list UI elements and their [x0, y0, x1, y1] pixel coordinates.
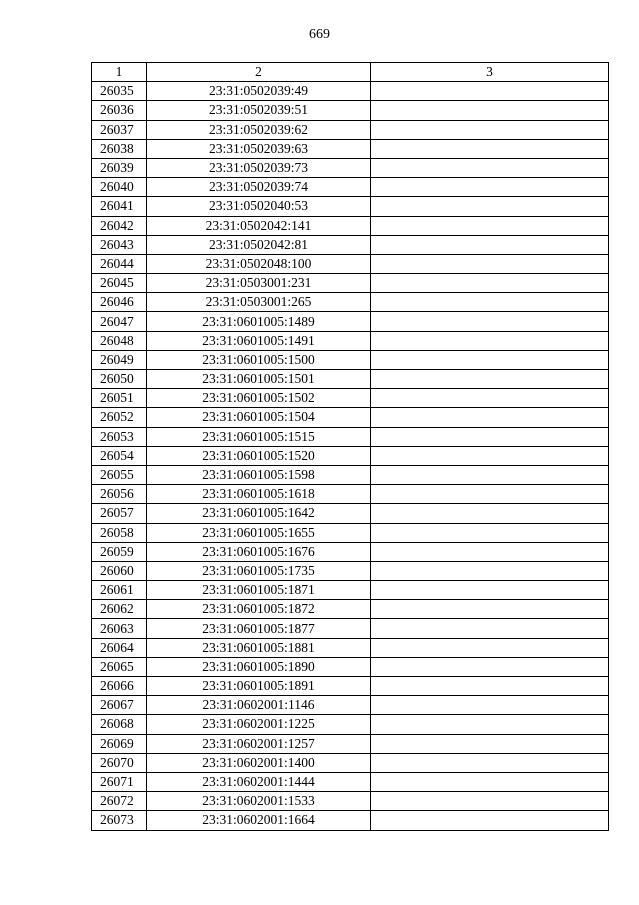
cadastral-number-cell: 23:31:0602001:1225: [147, 715, 371, 734]
table-row: [92, 734, 609, 753]
table-row: [92, 504, 609, 523]
table-row: [92, 792, 609, 811]
table-row: [92, 370, 609, 389]
cadastral-number-cell: 23:31:0503001:231: [147, 274, 371, 293]
row-number-cell: 26067: [92, 696, 147, 715]
row-number-cell: 26073: [92, 811, 147, 830]
table-row: [92, 772, 609, 791]
row-number-cell: 26072: [92, 792, 147, 811]
cadastral-number-cell: 23:31:0602001:1533: [147, 792, 371, 811]
note-cell: [371, 389, 609, 408]
note-cell: [371, 715, 609, 734]
note-cell: [371, 274, 609, 293]
cadastral-number-cell: 23:31:0601005:1491: [147, 331, 371, 350]
row-number-cell: 26039: [92, 158, 147, 177]
note-cell: [371, 734, 609, 753]
cadastral-number-cell: 23:31:0601005:1871: [147, 581, 371, 600]
cadastral-number-cell: 23:31:0601005:1504: [147, 408, 371, 427]
cadastral-number-cell: 23:31:0601005:1881: [147, 638, 371, 657]
note-cell: [371, 139, 609, 158]
table-row: [92, 312, 609, 331]
row-number-cell: 26036: [92, 101, 147, 120]
row-number-cell: 26064: [92, 638, 147, 657]
note-cell: [371, 657, 609, 676]
row-number-cell: 26069: [92, 734, 147, 753]
note-cell: [371, 216, 609, 235]
table-row: [92, 331, 609, 350]
cadastral-number-cell: 23:31:0601005:1618: [147, 485, 371, 504]
table-row: [92, 657, 609, 676]
row-number-cell: 26066: [92, 677, 147, 696]
note-cell: [371, 408, 609, 427]
table-row: [92, 677, 609, 696]
cadastral-number-cell: 23:31:0601005:1489: [147, 312, 371, 331]
table-row: [92, 696, 609, 715]
table-row: [92, 753, 609, 772]
row-number-cell: 26065: [92, 657, 147, 676]
cadastral-number-cell: 23:31:0601005:1676: [147, 542, 371, 561]
table-row: [92, 427, 609, 446]
row-number-cell: 26043: [92, 235, 147, 254]
cadastral-number-cell: 23:31:0502039:51: [147, 101, 371, 120]
page-number: 669: [309, 27, 330, 42]
cadastral-number-cell: 23:31:0602001:1146: [147, 696, 371, 715]
column-header-2: 2: [147, 63, 371, 82]
cadastral-number-cell: 23:31:0601005:1655: [147, 523, 371, 542]
note-cell: [371, 677, 609, 696]
note-cell: [371, 446, 609, 465]
table-row: [92, 158, 609, 177]
row-number-cell: 26041: [92, 197, 147, 216]
note-cell: [371, 101, 609, 120]
column-header-3: 3: [371, 63, 609, 82]
table-row: [92, 408, 609, 427]
cadastral-number-cell: 23:31:0502039:62: [147, 120, 371, 139]
row-number-cell: 26045: [92, 274, 147, 293]
table-row: [92, 811, 609, 830]
table-row: [92, 101, 609, 120]
cadastral-number-cell: 23:31:0502042:81: [147, 235, 371, 254]
cadastral-number-cell: 23:31:0601005:1735: [147, 561, 371, 580]
cadastral-number-cell: 23:31:0601005:1891: [147, 677, 371, 696]
table-row: [92, 293, 609, 312]
cadastral-number-cell: 23:31:0502039:74: [147, 178, 371, 197]
cadastral-number-cell: 23:31:0502040:53: [147, 197, 371, 216]
cadastral-number-cell: 23:31:0502039:49: [147, 82, 371, 101]
table-row: [92, 178, 609, 197]
table-body: [92, 82, 609, 830]
note-cell: [371, 465, 609, 484]
note-cell: [371, 638, 609, 657]
cadastral-number-cell: 23:31:0602001:1664: [147, 811, 371, 830]
row-number-cell: 26050: [92, 370, 147, 389]
cadastral-number-cell: 23:31:0503001:265: [147, 293, 371, 312]
row-number-cell: 26047: [92, 312, 147, 331]
table-row: [92, 274, 609, 293]
row-number-cell: 26068: [92, 715, 147, 734]
table-row: [92, 389, 609, 408]
column-header-1: 1: [92, 63, 147, 82]
row-number-cell: 26040: [92, 178, 147, 197]
note-cell: [371, 370, 609, 389]
registry-table: [91, 62, 609, 831]
table-row: [92, 350, 609, 369]
table-row: [92, 619, 609, 638]
row-number-cell: 26059: [92, 542, 147, 561]
note-cell: [371, 178, 609, 197]
table-row: [92, 465, 609, 484]
note-cell: [371, 158, 609, 177]
cadastral-number-cell: 23:31:0601005:1520: [147, 446, 371, 465]
note-cell: [371, 82, 609, 101]
row-number-cell: 26058: [92, 523, 147, 542]
table-row: [92, 581, 609, 600]
table-row: [92, 235, 609, 254]
row-number-cell: 26054: [92, 446, 147, 465]
note-cell: [371, 619, 609, 638]
cadastral-number-cell: 23:31:0601005:1500: [147, 350, 371, 369]
cadastral-number-cell: 23:31:0601005:1890: [147, 657, 371, 676]
row-number-cell: 26049: [92, 350, 147, 369]
row-number-cell: 26042: [92, 216, 147, 235]
cadastral-number-cell: 23:31:0602001:1400: [147, 753, 371, 772]
row-number-cell: 26035: [92, 82, 147, 101]
table-row: [92, 638, 609, 657]
note-cell: [371, 581, 609, 600]
table-row: [92, 542, 609, 561]
note-cell: [371, 792, 609, 811]
cadastral-number-cell: 23:31:0601005:1501: [147, 370, 371, 389]
table-row: [92, 485, 609, 504]
note-cell: [371, 561, 609, 580]
note-cell: [371, 427, 609, 446]
table-row: [92, 446, 609, 465]
cadastral-number-cell: 23:31:0601005:1502: [147, 389, 371, 408]
note-cell: [371, 235, 609, 254]
cadastral-number-cell: 23:31:0502042:141: [147, 216, 371, 235]
note-cell: [371, 312, 609, 331]
cadastral-number-cell: 23:31:0502039:63: [147, 139, 371, 158]
cadastral-number-cell: 23:31:0602001:1444: [147, 772, 371, 791]
table-header-row: [92, 63, 609, 82]
row-number-cell: 26070: [92, 753, 147, 772]
row-number-cell: 26046: [92, 293, 147, 312]
row-number-cell: 26044: [92, 254, 147, 273]
cadastral-number-cell: 23:31:0601005:1872: [147, 600, 371, 619]
note-cell: [371, 331, 609, 350]
table-row: [92, 216, 609, 235]
table-row: [92, 254, 609, 273]
table-row: [92, 82, 609, 101]
note-cell: [371, 293, 609, 312]
row-number-cell: 26051: [92, 389, 147, 408]
note-cell: [371, 696, 609, 715]
row-number-cell: 26052: [92, 408, 147, 427]
cadastral-number-cell: 23:31:0502039:73: [147, 158, 371, 177]
row-number-cell: 26060: [92, 561, 147, 580]
cadastral-number-cell: 23:31:0601005:1515: [147, 427, 371, 446]
note-cell: [371, 753, 609, 772]
row-number-cell: 26063: [92, 619, 147, 638]
row-number-cell: 26071: [92, 772, 147, 791]
note-cell: [371, 542, 609, 561]
note-cell: [371, 197, 609, 216]
table-row: [92, 197, 609, 216]
note-cell: [371, 811, 609, 830]
cadastral-number-cell: 23:31:0601005:1877: [147, 619, 371, 638]
row-number-cell: 26037: [92, 120, 147, 139]
row-number-cell: 26057: [92, 504, 147, 523]
cadastral-number-cell: 23:31:0502048:100: [147, 254, 371, 273]
row-number-cell: 26038: [92, 139, 147, 158]
note-cell: [371, 523, 609, 542]
row-number-cell: 26061: [92, 581, 147, 600]
row-number-cell: 26055: [92, 465, 147, 484]
row-number-cell: 26056: [92, 485, 147, 504]
note-cell: [371, 120, 609, 139]
cadastral-number-cell: 23:31:0602001:1257: [147, 734, 371, 753]
note-cell: [371, 350, 609, 369]
row-number-cell: 26062: [92, 600, 147, 619]
cadastral-number-cell: 23:31:0601005:1598: [147, 465, 371, 484]
cadastral-number-cell: 23:31:0601005:1642: [147, 504, 371, 523]
table-row: [92, 715, 609, 734]
table-row: [92, 600, 609, 619]
note-cell: [371, 772, 609, 791]
table-row: [92, 120, 609, 139]
note-cell: [371, 504, 609, 523]
note-cell: [371, 600, 609, 619]
table-row: [92, 523, 609, 542]
table-row: [92, 561, 609, 580]
note-cell: [371, 485, 609, 504]
row-number-cell: 26053: [92, 427, 147, 446]
table-row: [92, 139, 609, 158]
note-cell: [371, 254, 609, 273]
row-number-cell: 26048: [92, 331, 147, 350]
